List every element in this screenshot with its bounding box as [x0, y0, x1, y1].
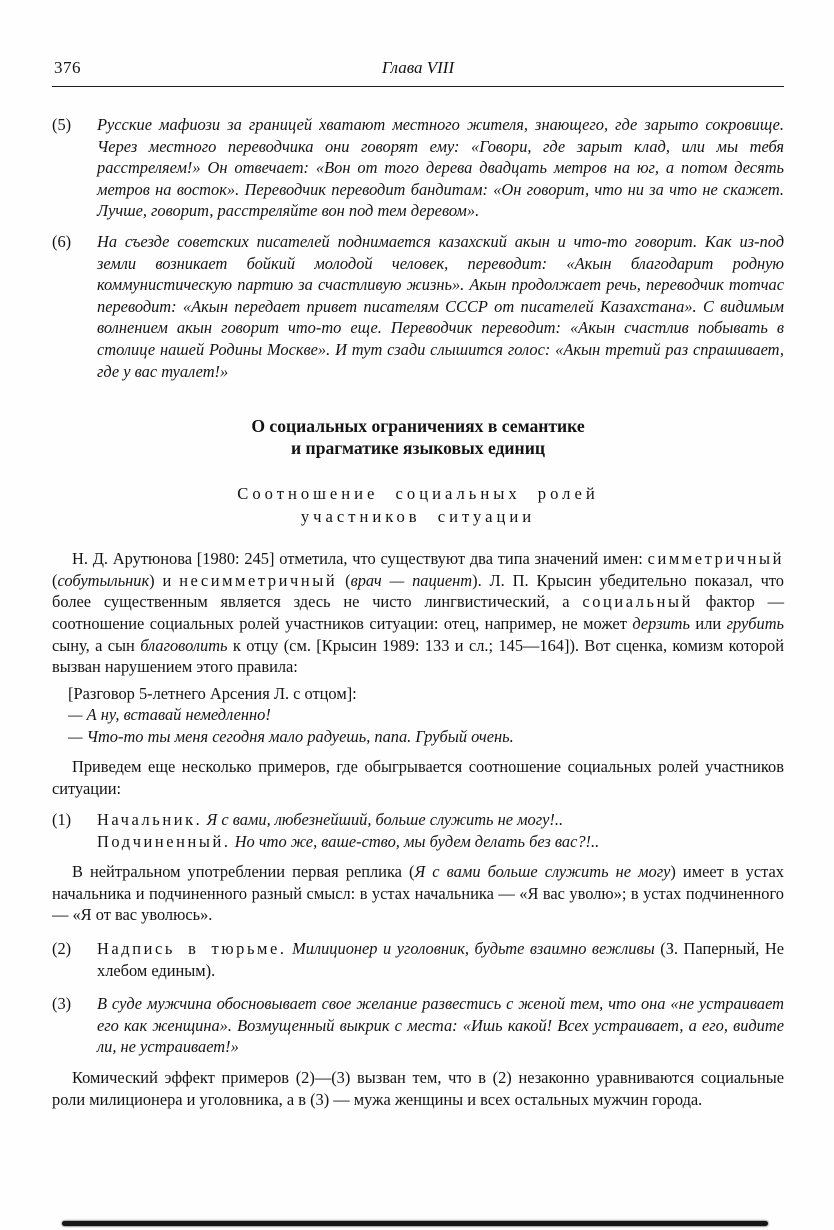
header-rule [52, 86, 784, 87]
joke-item-6 [52, 231, 784, 382]
example-line: Подчиненный. Но что же, ваше-ство, мы будем делать без вас?!.. [97, 831, 600, 851]
example-item-3 [52, 993, 784, 1058]
paragraph-commentary-1: В нейтральном употреблении первая реплика (Я с вами больше служить не могу) имеет в устах начальника и подчиненного разный смысл: в устах начальника — «Я вас уволю»; в устах подчиненного — «Я от вас уволюсь». [52, 862, 784, 925]
item-number: (5) [52, 115, 72, 134]
item-number: (3) [52, 994, 72, 1014]
joke-item-5 [52, 114, 784, 222]
example-text [97, 809, 784, 852]
item-number: (2) [52, 939, 72, 959]
section-subtitle [52, 482, 784, 528]
example-line: Начальник. Я с вами, любезнейший, больше служить не могу!.. [97, 810, 564, 830]
dialog-line: [Разговор 5-летнего Арсения Л. с отцом]: [68, 683, 357, 703]
section-title-line-2: и прагматике языковых единиц [291, 438, 545, 459]
joke-text: Русские мафиози за границей хватают местного жителя, знающего, где зарыто сокровище. Через местного переводчика они говорят ему: «Говори, где зарыт клад, или мы тебя расстреляем!» Он отвечает: «Вон от того дерева двадцать метров на юг, а потом десять метров на восток». Переводчик переводит бандитам: «Он говорит, что ни за что не скажет. Лучше, говорит, расстреляйте вон под тем деревом». [97, 115, 784, 221]
section-subtitle-line-1: Соотношение социальных ролей [237, 484, 599, 504]
scan-artifact [62, 1221, 768, 1226]
paragraph-examples-lead: Приведем еще несколько примеров, где обыгрывается соотношение социальных ролей участников ситуации: [52, 756, 784, 798]
page-content [52, 114, 784, 1110]
item-number: (1) [52, 810, 72, 830]
page-header [52, 58, 784, 81]
dialog-block [68, 683, 784, 747]
section-subtitle-line-2: участников ситуации [300, 507, 536, 527]
item-number: (6) [52, 231, 72, 251]
example-item-2 [52, 938, 784, 981]
section-title-line-1: О социальных ограничениях в семантике [251, 416, 585, 437]
joke-text: На съезде советских писателей поднимается казахский акын и что-то говорит. Как из-под земли возникает бойкий молодой человек, переводит: «Акын благодарит родную коммунистическую партию за счастливую жизнь». Акын продолжает речь, переводчик тотчас переводит: «Акын передает привет писателям СССР от писателей Казахстана». С видимым волнением акын говорит что-то еще. Переводчик переводит: «Акын счастлив побывать в столице нашей Родины Москве». И тут сзади слышится голос: «Акын третий раз спрашивает, где у вас туалет!» [97, 231, 784, 381]
section-title [52, 415, 784, 459]
page-number: 376 [54, 58, 81, 77]
chapter-title: Глава VIII [381, 58, 455, 77]
example-text: Надпись в тюрьме. Милиционер и уголовник, будьте взаимно вежливы (З. Паперный, Не хлебом единым). [97, 939, 784, 980]
example-text: В суде мужчина обосновывает свое желание развестись с женой тем, что она «не устраивает его как женщина». Возмущенный выкрик с места: «Ишь какой! Всех устраивает, а его, видите ли, не устраивает!» [97, 994, 784, 1057]
dialog-line: — Что-то ты меня сегодня мало радуешь, папа. Грубый очень. [68, 726, 514, 746]
paragraph-intro: Н. Д. Арутюнова [1980: 245] отметила, что существуют два типа значений имен: симметричный (собутыльник) и несимметричный (врач — пациент). Л. П. Крысин убедительно показал, что более существенным является здесь не чисто лингвистический, а социальный фактор — соотношение социальных ролей участников ситуации: отец, например, не может дерзить или грубить сыну, а сын благоволить к отцу (см. [Крысин 1989: 133 и сл.; 145—164]). Вот сценка, комизм которой вызван нарушением этого правила: [52, 549, 785, 677]
dialog-line: — А ну, вставай немедленно! [68, 705, 271, 725]
paragraph-commentary-2: Комический эффект примеров (2)—(3) вызван тем, что в (2) незаконно уравниваются социальные роли милиционера и уголовника, а в (3) — мужа женщины и всех остальных мужчин города. [52, 1068, 784, 1109]
example-item-1 [52, 809, 784, 852]
